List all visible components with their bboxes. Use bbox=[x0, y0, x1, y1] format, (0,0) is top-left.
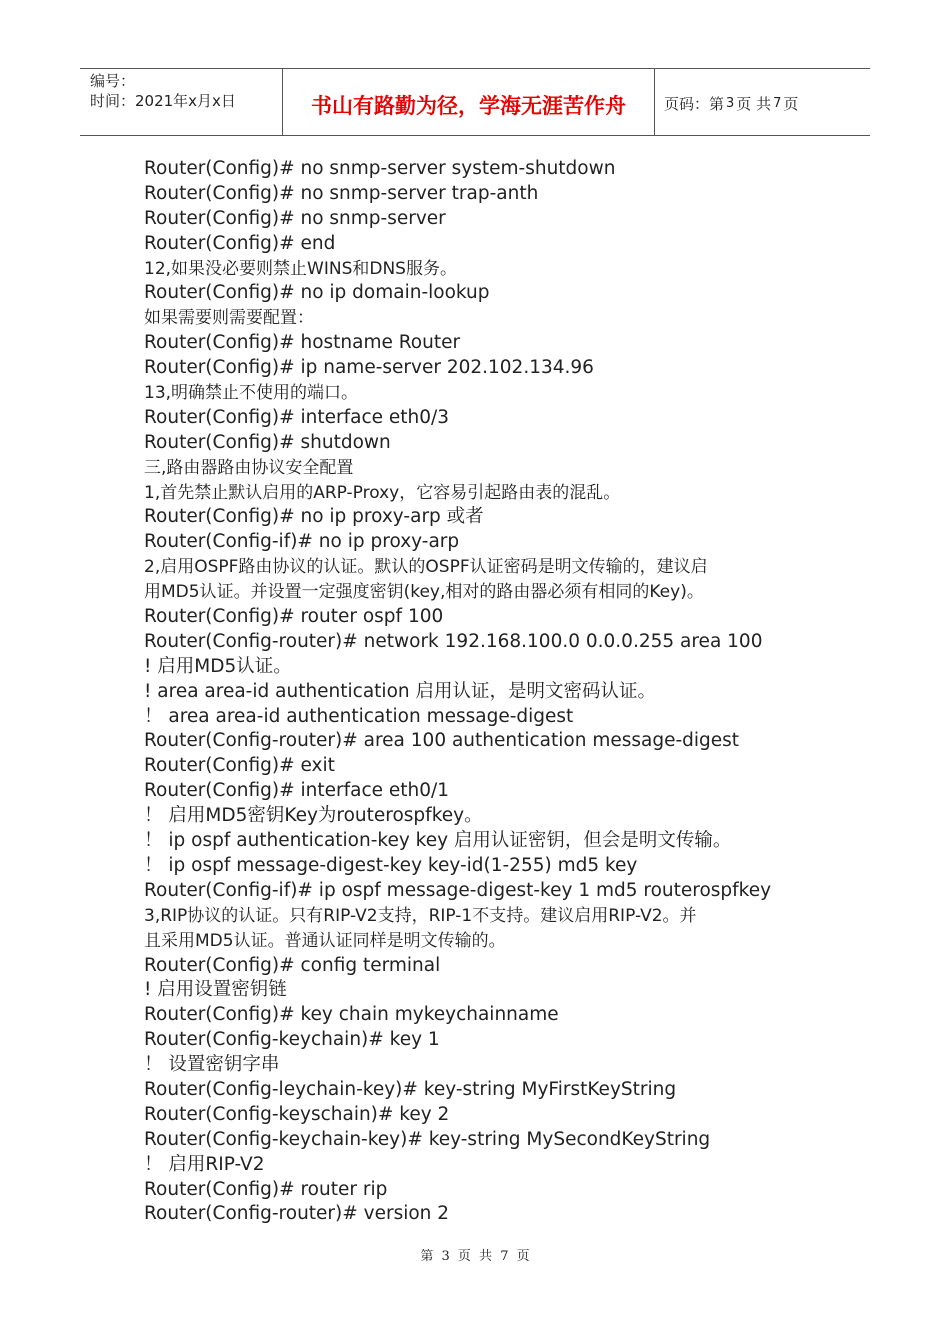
document-line: ！ ip ospf authentication-key key 启用认证密钥，但会是明文传输。 bbox=[144, 830, 732, 852]
document-line: Router(Config)# no snmp-server system-shutdown bbox=[144, 158, 616, 179]
document-line: Router(Config-keychain)# key 1 bbox=[144, 1029, 440, 1051]
document-number-label: 编号： bbox=[90, 72, 136, 90]
document-line: Router(Config)# exit bbox=[144, 755, 335, 777]
document-line: Router(Config)# no ip proxy-arp 或者 bbox=[144, 506, 484, 528]
document-line: ! area area-id authentication 启用认证，是明文密码认证。 bbox=[144, 680, 656, 702]
document-line: Router(Config)# ip name-server 202.102.134.96 bbox=[144, 357, 594, 379]
document-line: Router(Config)# no snmp-server trap-anth bbox=[144, 182, 539, 204]
document-line: 三,路由器路由协议安全配置 bbox=[144, 457, 354, 478]
header-motto: 书山有路勤为径，学海无涯苦作舟 bbox=[282, 69, 655, 135]
document-line: ！ 启用MD5密钥Key为routerospfkey。 bbox=[144, 805, 483, 827]
document-line: Router(Config-if)# no ip proxy-arp bbox=[144, 531, 460, 553]
document-line: ！ ip ospf message-digest-key key-id(1-255) md5 key bbox=[144, 854, 638, 876]
document-line: Router(Config-keyschain)# key 2 bbox=[144, 1103, 450, 1125]
document-line: Router(Config-router)# version 2 bbox=[144, 1203, 450, 1225]
page-total: 7 bbox=[773, 95, 782, 111]
page-suffix: 页 bbox=[783, 94, 799, 113]
document-line: Router(Config)# router ospf 100 bbox=[144, 606, 444, 628]
document-line: 如果需要则需要配置： bbox=[144, 308, 314, 329]
document-line: 1,首先禁止默认启用的ARP-Proxy，它容易引起路由表的混乱。 bbox=[144, 482, 621, 503]
document-line: ！ 启用RIP-V2 bbox=[144, 1153, 265, 1175]
page-prefix: 页码：第 bbox=[664, 94, 725, 113]
document-line: ! 启用MD5认证。 bbox=[144, 655, 292, 677]
document-line: Router(Config)# shutdown bbox=[144, 431, 391, 453]
document-line: ！ area area-id authentication message-digest bbox=[144, 705, 574, 727]
document-line: Router(Config)# end bbox=[144, 232, 336, 254]
document-line: Router(Config)# key chain mykeychainname bbox=[144, 1004, 559, 1026]
document-date: 时间：2021年x月x日 bbox=[90, 92, 236, 110]
page-mid: 页 共 bbox=[736, 94, 772, 113]
document-line: Router(Config-leychain-key)# key-string MyFirstKeyString bbox=[144, 1078, 677, 1100]
page-current: 3 bbox=[726, 95, 735, 111]
document-line: 用MD5认证。并设置一定强度密钥(key,相对的路由器必须有相同的Key)。 bbox=[144, 582, 704, 603]
document-line: Router(Config)# interface eth0/3 bbox=[144, 406, 450, 428]
document-line: ! 启用设置密钥链 bbox=[144, 979, 287, 1001]
header-page-info bbox=[655, 69, 870, 135]
document-line: Router(Config-router)# network 192.168.100.0 0.0.0.255 area 100 bbox=[144, 630, 763, 652]
document-line: 2,启用OSPF路由协议的认证。默认的OSPF认证密码是明文传输的，建议启 bbox=[144, 557, 708, 578]
document-line: Router(Config)# interface eth0/1 bbox=[144, 780, 450, 802]
document-line: Router(Config-keychain-key)# key-string MySecondKeyString bbox=[144, 1128, 711, 1150]
header-meta bbox=[80, 69, 282, 135]
document-line: 且采用MD5认证。普通认证同样是明文传输的。 bbox=[144, 930, 506, 951]
document-line: 13,明确禁止不使用的端口。 bbox=[144, 383, 359, 404]
document-line: Router(Config)# router rip bbox=[144, 1178, 388, 1200]
page-footer: 第 3 页 共 7 页 bbox=[420, 1249, 530, 1264]
document-line: Router(Config)# hostname Router bbox=[144, 332, 461, 354]
document-line: Router(Config)# config terminal bbox=[144, 954, 441, 976]
document-body bbox=[144, 157, 804, 1227]
document-line: Router(Config)# no snmp-server bbox=[144, 207, 446, 229]
document-line: Router(Config)# no ip domain-lookup bbox=[144, 282, 490, 304]
document-line: 12,如果没必要则禁止WINS和DNS服务。 bbox=[144, 258, 457, 279]
page-header bbox=[80, 68, 870, 136]
document-line: 3,RIP协议的认证。只有RIP-V2支持，RIP-1不支持。建议启用RIP-V2。并 bbox=[144, 905, 697, 926]
document-line: Router(Config-router)# area 100 authentication message-digest bbox=[144, 730, 740, 752]
document-line: Router(Config-if)# ip ospf message-digest-key 1 md5 routerospfkey bbox=[144, 879, 772, 901]
document-line: ！ 设置密钥字串 bbox=[144, 1054, 280, 1076]
